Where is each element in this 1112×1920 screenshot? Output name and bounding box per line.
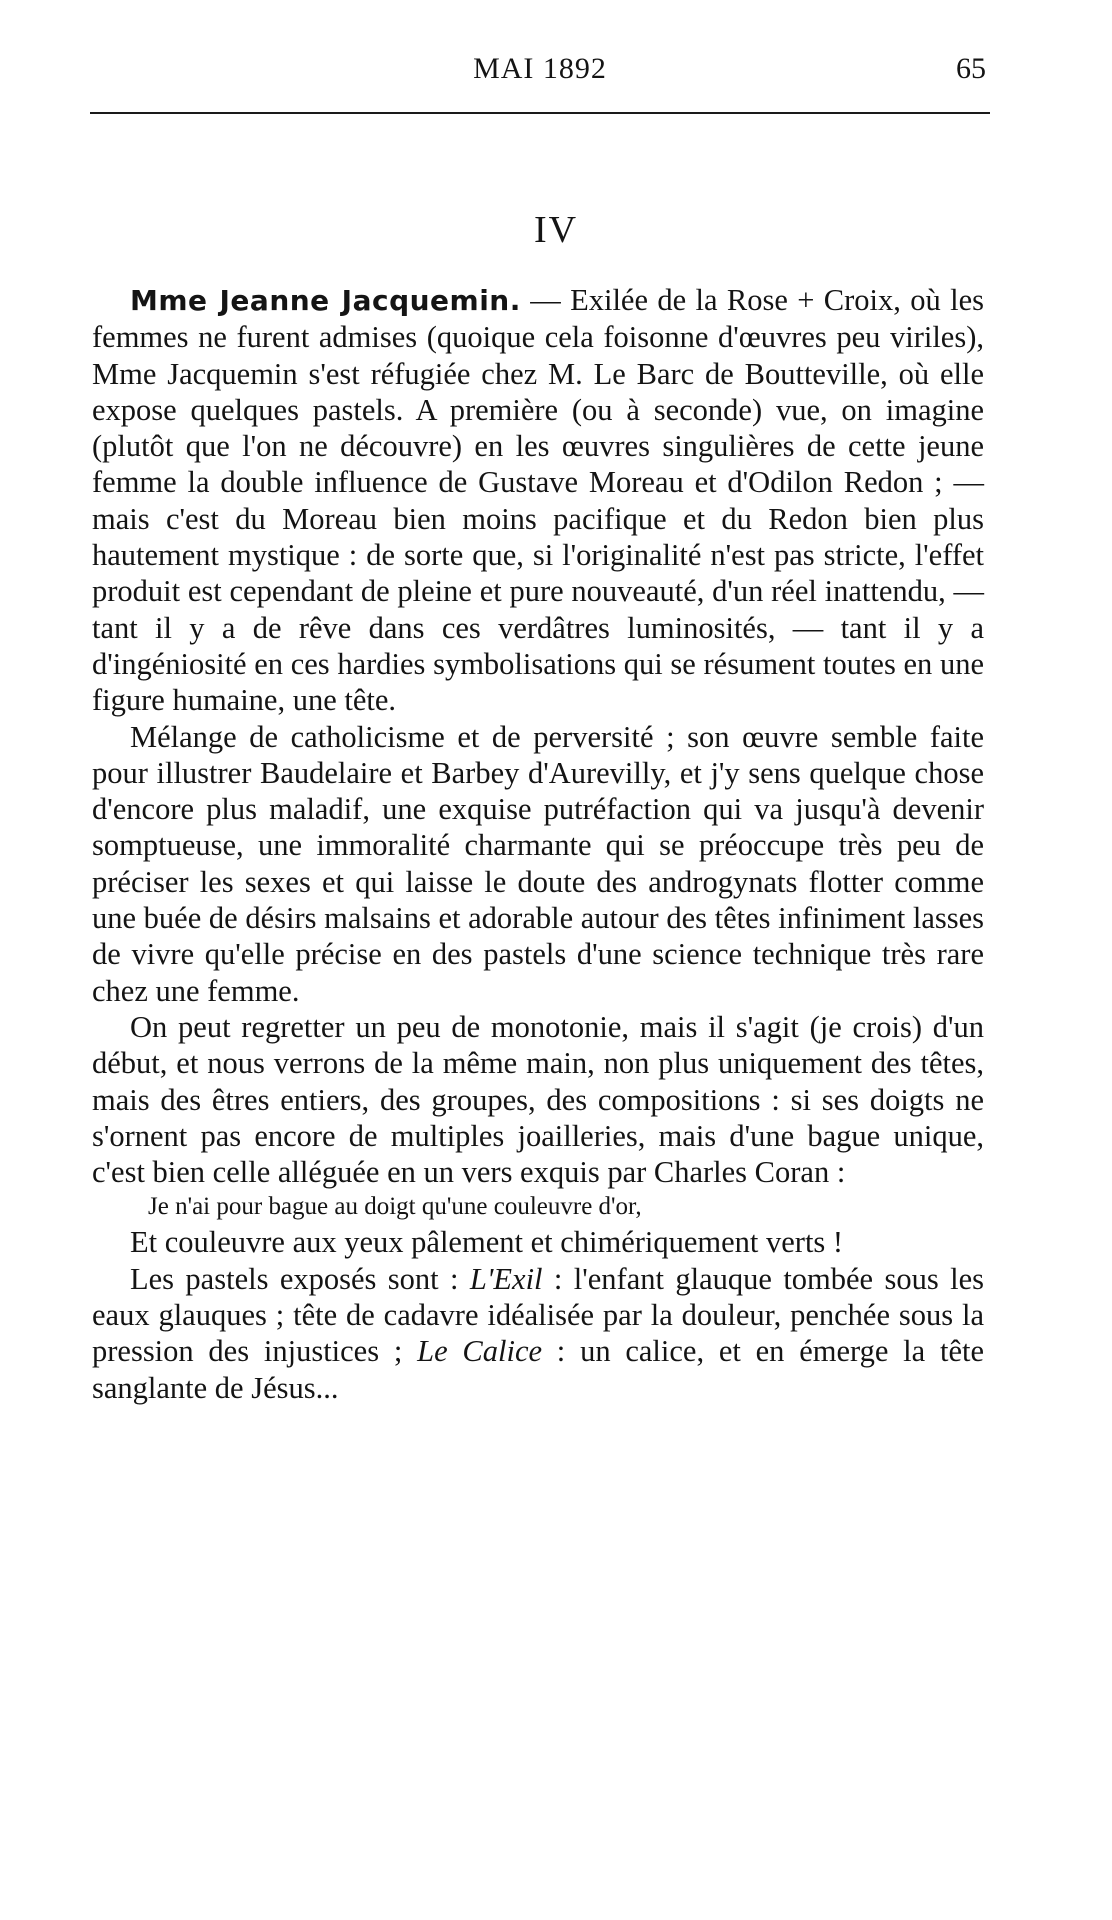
subject-name: Mme Jeanne Jacquemin. <box>130 284 521 317</box>
quoted-verse: Je n'ai pour bague au doigt qu'une couleuvre d'or, <box>148 1193 642 1221</box>
running-title: MAI 1892 <box>473 52 607 85</box>
artwork-title-exil: L'Exil <box>469 1261 543 1296</box>
paragraph-5-intro: Les pastels exposés sont : <box>130 1261 470 1296</box>
paragraph-1 <box>92 282 984 719</box>
page-number: 65 <box>956 52 986 85</box>
paragraph-1-text: — Exilée de la Rose + Croix, où les femmes ne furent admises (quoique cela foisonne d'œuvres peu viriles), Mme Jacquemin s'est réfugiée chez M. Le Barc de Boutteville, où elle expose quelques pastels. A première (ou à seconde) vue, on imagine (plutôt que l'on ne découvre) en les œuvres singulières de cette jeune femme la double influence de Gustave Moreau et d'Odilon Redon ; — mais c'est du Moreau bien moins pacifique et du Redon bien plus hautement mystique : de sorte que, si l'originalité n'est pas stricte, l'effet produit est cependant de pleine et pure nouveauté, d'un réel inattendu, — tant il y a de rêve dans ces verdâtres luminosités, — tant il y a d'ingéniosité en ces hardies symbolisations qui se résument toutes en une figure humaine, une tête. <box>92 283 984 718</box>
page-header <box>90 50 990 114</box>
paragraph-5-middle: : l'enfant glauque tombée sous les eaux glauques ; tête de cadavre idéalisée par la douleur, penchée sous la pression des injustices ; <box>92 1261 984 1369</box>
artwork-title-calice: Le Calice <box>417 1334 543 1369</box>
article-body <box>92 282 984 1406</box>
paragraph-5-end: : un calice, et en émerge la tête sanglante de Jésus... <box>92 1334 984 1405</box>
paragraph-2: Mélange de catholicisme et de perversité ; son œuvre semble faite pour illustrer Baudelaire et Barbey d'Aurevilly, et j'y sens quelque chose d'encore plus maladif, une exquise putréfaction qui va jusqu'à devenir somptueuse, une immoralité charmante qui se préoccupe très peu de préciser les sexes et qui laisse le doute des androgynats flotter comme une buée de désirs malsains et adorable autour des têtes infiniment lasses de vivre qu'elle précise en des pastels d'une science technique très rare chez une femme. <box>92 719 984 1008</box>
paragraph-4: Et couleuvre aux yeux pâlement et chimériquement verts ! <box>130 1225 844 1260</box>
section-numeral: IV <box>533 209 579 251</box>
paragraph-3: On peut regretter un peu de monotonie, mais il s'agit (je crois) d'un début, et nous verrons de la même main, non plus uniquement des têtes, mais des êtres entiers, des groupes, des compositions : si ses doigts ne s'ornent pas encore de multiples joailleries, mais d'une bague unique, c'est bien celle alléguée en un vers exquis par Charles Coran : <box>92 1009 984 1190</box>
paragraph-5 <box>92 1261 984 1406</box>
